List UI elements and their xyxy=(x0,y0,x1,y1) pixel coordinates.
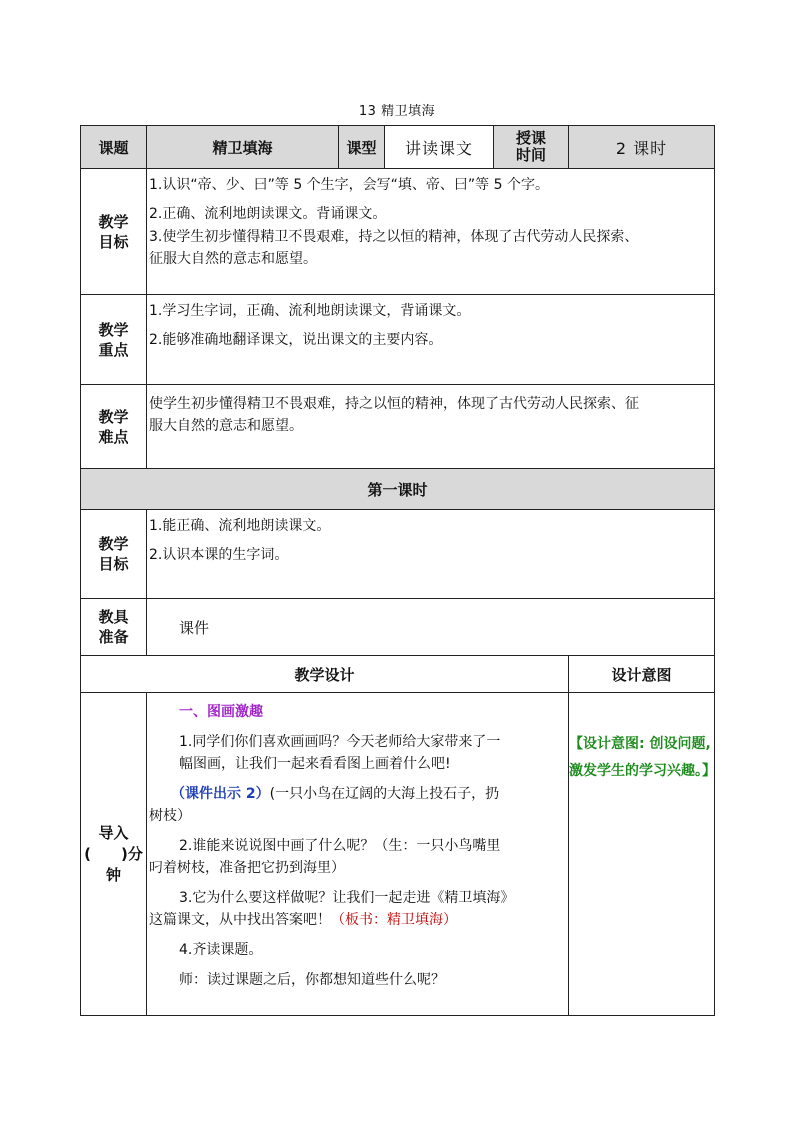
topic-value: 精卫填海 xyxy=(212,138,273,157)
goal-line: 征服大自然的意志和愿望。 xyxy=(149,251,317,267)
lesson-one-title-row xyxy=(81,469,715,510)
goal-line: 3.使学生初步懂得精卫不畏艰难，持之以恒的精神，体现了古代劳动人民探索、 xyxy=(149,229,639,245)
goals-label-cell xyxy=(81,169,147,295)
courseware-tag: （课件出示 2） xyxy=(171,786,270,802)
difficulties-label-line2: 难点 xyxy=(98,427,129,446)
key-points-content xyxy=(147,295,715,385)
key-points-label-cell xyxy=(81,295,147,385)
key-points-label-line2: 重点 xyxy=(98,340,129,359)
lesson-one-title-cell xyxy=(81,469,715,510)
key-point-line: 1.学习生字词，正确、流利地朗读课文，背诵课文。 xyxy=(149,303,471,319)
design-line: 师：读过课题之后，你都想知道些什么呢？ xyxy=(179,972,445,988)
page-title: 13 精卫填海 xyxy=(358,104,436,119)
design-header-row xyxy=(81,656,715,693)
goal-line: 1.认识“帝、少、曰”等 5 个生字，会写“填、帝、曰”等 5 个字。 xyxy=(149,177,549,193)
goals-label-line2: 目标 xyxy=(98,232,129,251)
topic-value-cell xyxy=(147,126,339,169)
design-header-cell xyxy=(81,656,569,693)
intro-label-line1: 导入 xyxy=(98,823,129,842)
difficulties-content xyxy=(147,385,715,469)
key-point-line: 2.能够准确地翻译课文，说出课文的主要内容。 xyxy=(149,332,443,348)
design-header: 教学设计 xyxy=(294,665,355,684)
time-value-cell xyxy=(569,126,715,169)
design-line: 1.同学们你们喜欢画画吗？今天老师给大家带来了一 xyxy=(179,734,501,750)
type-label-cell xyxy=(339,126,385,169)
intent-header: 设计意图 xyxy=(611,665,672,684)
type-label: 课型 xyxy=(346,138,377,157)
lesson-one-goal-line: 2.认识本课的生字词。 xyxy=(149,547,289,563)
lesson-one-title: 第一课时 xyxy=(367,480,428,499)
design-line: 树枝） xyxy=(149,808,191,824)
design-line: 2.谁能来说说图中画了什么呢？（生：一只小鸟嘴里 xyxy=(179,838,501,854)
courseware-desc: (一只小鸟在辽阔的大海上投石子，扔 xyxy=(269,786,500,802)
goal-line: 2.正确、流利地朗读课文。背诵课文。 xyxy=(149,206,387,222)
goals-content xyxy=(147,169,715,295)
difficulties-label-cell xyxy=(81,385,147,469)
topic-label: 课题 xyxy=(98,138,129,157)
intent-header-cell xyxy=(569,656,715,693)
intro-label-line2: ( )分 xyxy=(84,844,143,863)
intro-row xyxy=(81,693,715,1016)
topic-label-cell xyxy=(81,126,147,169)
design-line xyxy=(149,909,566,931)
tools-value-cell xyxy=(147,599,715,656)
goals-row xyxy=(81,169,715,295)
section-heading: 一、图画激趣 xyxy=(179,704,263,720)
intent-line: 【设计意图: 创设问题, xyxy=(569,736,711,752)
lesson-one-goals-label-line1: 教学 xyxy=(98,535,129,553)
lesson-plan-table xyxy=(80,125,715,1016)
design-line xyxy=(149,783,566,805)
difficulty-line: 使学生初步懂得精卫不畏艰难，持之以恒的精神，体现了古代劳动人民探索、征 xyxy=(149,396,639,412)
tools-label-line2: 准备 xyxy=(98,628,129,646)
intent-line: 激发学生的学习兴趣。】 xyxy=(569,763,717,779)
lesson-one-goal-line: 1.能正确、流利地朗读课文。 xyxy=(149,518,331,534)
intro-label-cell xyxy=(81,693,147,1016)
design-line: 4.齐读课题。 xyxy=(179,942,263,958)
difficulties-row xyxy=(81,385,715,469)
design-text: 这篇课文，从中找出答案吧！ xyxy=(149,912,331,928)
time-label-cell xyxy=(494,126,569,169)
tools-label-line1: 教具 xyxy=(98,608,129,626)
key-points-row xyxy=(81,295,715,385)
goals-label-line1: 教学 xyxy=(98,212,129,231)
type-value-cell xyxy=(385,126,494,169)
difficulty-line: 服大自然的意志和愿望。 xyxy=(149,418,303,434)
tools-value: 课件 xyxy=(179,618,210,637)
intro-label-line3: 钟 xyxy=(105,865,121,884)
tools-label-cell xyxy=(81,599,147,656)
board-note: （板书：精卫填海） xyxy=(331,912,457,928)
key-points-label-line1: 教学 xyxy=(98,320,129,339)
time-value: 2 课时 xyxy=(615,138,668,158)
lesson-one-goals-label-line2: 目标 xyxy=(98,555,129,573)
time-label-line2: 时间 xyxy=(516,146,547,164)
lesson-one-goals-content xyxy=(147,510,715,599)
type-value: 讲读课文 xyxy=(404,138,473,158)
time-label-line1: 授课 xyxy=(516,129,547,147)
intro-intent-cell xyxy=(569,693,715,1016)
lesson-one-goals-row xyxy=(81,510,715,599)
difficulties-label-line1: 教学 xyxy=(98,407,129,426)
lesson-one-goals-label-cell xyxy=(81,510,147,599)
tools-row xyxy=(81,599,715,656)
design-line: 3.它为什么要这样做呢？让我们一起走进《精卫填海》 xyxy=(179,890,515,906)
intro-design-content xyxy=(147,693,569,1016)
design-line: 叼着树枝，准备把它扔到海里） xyxy=(149,860,345,876)
design-line: 幅图画，让我们一起来看看图上画着什么吧! xyxy=(179,756,451,772)
header-row xyxy=(81,126,715,169)
